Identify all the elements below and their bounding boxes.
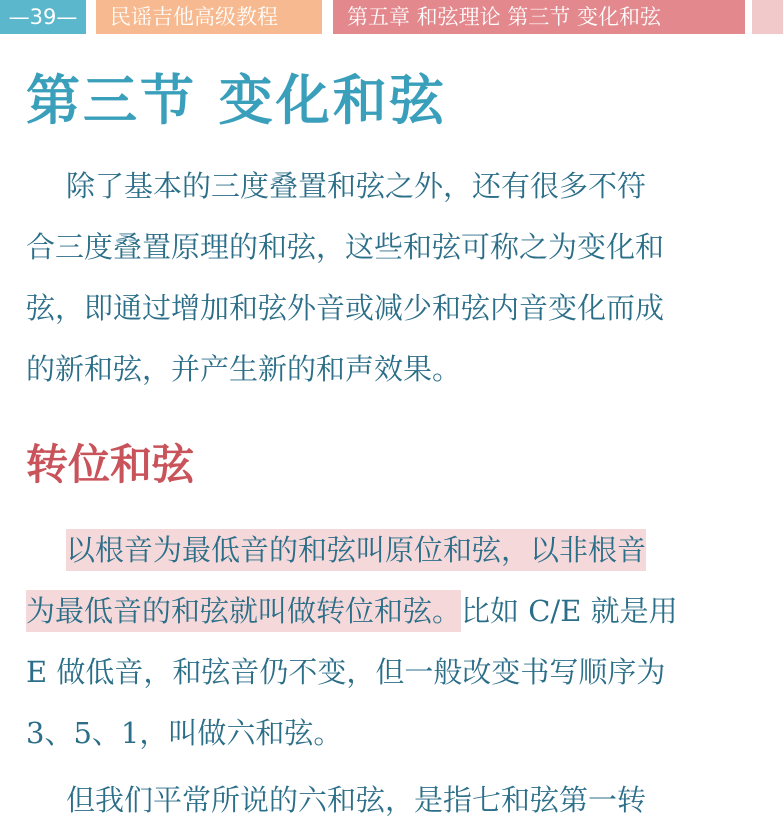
paragraph-line: 3、5、1，叫做六和弦。 <box>26 716 343 750</box>
paragraph-line: 的新和弦，并产生新的和声效果。 <box>26 352 462 386</box>
page-number: —39— <box>0 0 86 34</box>
highlighted-definition: 为最低音的和弦就叫做转位和弦。 <box>26 590 461 632</box>
header-edge-tab <box>752 0 783 34</box>
paragraph-line <box>26 581 766 642</box>
paragraph-line <box>26 520 766 581</box>
paragraph-line: 除了基本的三度叠置和弦之外，还有很多不符 <box>66 169 647 203</box>
highlighted-definition: 以根音为最低音的和弦叫原位和弦，以非根音 <box>66 529 646 571</box>
page-title: 第三节 变化和弦 <box>26 68 447 132</box>
section-heading: 转位和弦 <box>26 440 195 489</box>
inversion-paragraph <box>26 520 766 764</box>
page-header <box>0 0 783 36</box>
paragraph-text: 比如 C/E 就是用 <box>461 594 678 628</box>
book-title: 民谣吉他高级教程 <box>96 0 322 34</box>
paragraph-line: 弦，即通过增加和弦外音或减少和弦内音变化而成 <box>26 291 665 325</box>
chapter-title: 第五章 和弦理论 第三节 变化和弦 <box>333 0 745 34</box>
paragraph-line: 合三度叠置原理的和弦，这些和弦可称之为变化和 <box>26 230 665 264</box>
paragraph-line: 但我们平常所说的六和弦，是指七和弦第一转 <box>66 783 647 817</box>
paragraph-line: E 做低音，和弦音仍不变，但一般改变书写顺序为 <box>26 655 666 689</box>
intro-paragraph <box>26 156 766 400</box>
